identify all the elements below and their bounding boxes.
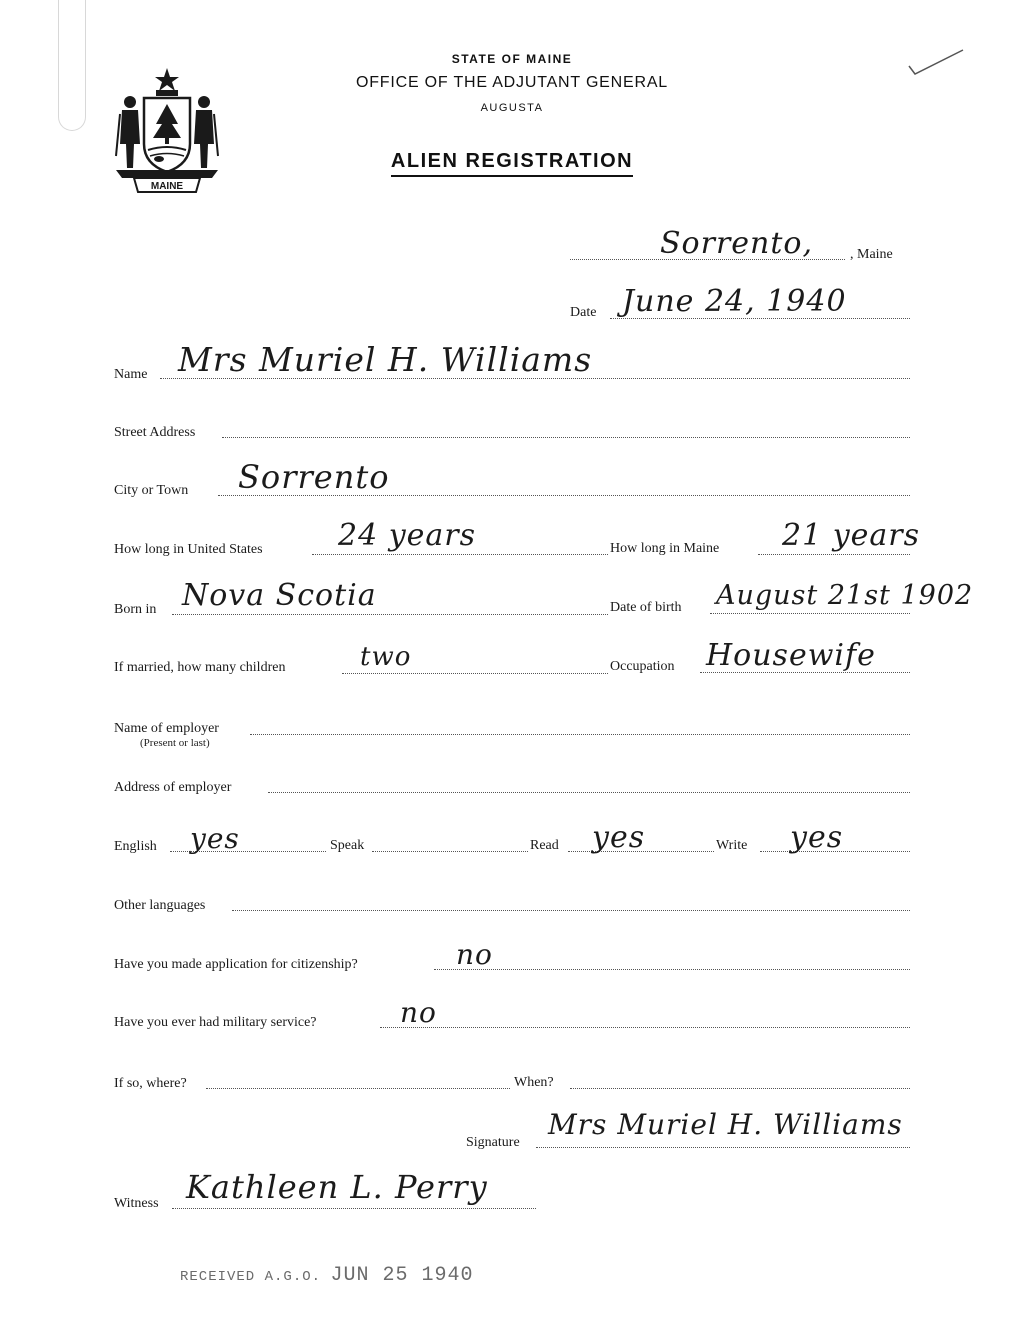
witness-label: Witness xyxy=(114,1196,159,1211)
employer-address-line xyxy=(268,792,910,793)
citizenship-label: Have you made application for citizenship? xyxy=(114,957,358,972)
children-field[interactable]: two xyxy=(360,642,412,672)
where-label: If so, where? xyxy=(114,1076,187,1091)
occupation-field[interactable]: Housewife xyxy=(706,638,876,673)
employer-line xyxy=(250,734,910,735)
form-title-text: ALIEN REGISTRATION xyxy=(391,150,633,177)
name-field[interactable]: Mrs Muriel H. Williams xyxy=(178,340,593,379)
dob-label: Date of birth xyxy=(610,600,682,615)
read-label: Read xyxy=(530,838,559,853)
received-stamp xyxy=(180,1264,473,1287)
english-field[interactable]: yes xyxy=(190,822,240,855)
signature-label: Signature xyxy=(466,1135,520,1150)
write-field[interactable]: yes xyxy=(790,820,844,855)
form-title xyxy=(0,150,1024,173)
header-city: AUGUSTA xyxy=(480,102,544,114)
city-field[interactable]: Sorrento xyxy=(238,458,390,496)
us-duration-line xyxy=(312,554,608,555)
where-line[interactable] xyxy=(206,1088,510,1089)
signature-field[interactable]: Mrs Muriel H. Williams xyxy=(548,1108,903,1141)
english-label: English xyxy=(114,839,157,854)
dob-line xyxy=(710,613,910,614)
name-label: Name xyxy=(114,367,148,382)
us-duration-field[interactable]: 24 years xyxy=(338,518,477,553)
received-stamp-date: JUN 25 1940 xyxy=(330,1264,474,1287)
date-field[interactable]: June 24, 1940 xyxy=(622,284,847,319)
us-duration-label: How long in United States xyxy=(114,542,263,557)
witness-field[interactable]: Kathleen L. Perry xyxy=(186,1168,488,1206)
header-state: STATE OF MAINE xyxy=(451,52,573,66)
employer-sublabel: (Present or last) xyxy=(140,737,210,749)
maine-duration-field[interactable]: 21 years xyxy=(782,518,921,553)
read-field[interactable]: yes xyxy=(592,820,646,855)
employer-label: Name of employer xyxy=(114,721,219,736)
place-suffix-label: , Maine xyxy=(850,247,893,262)
military-line xyxy=(380,1027,910,1028)
write-label: Write xyxy=(716,838,748,853)
date-label: Date xyxy=(570,305,597,320)
born-in-field[interactable]: Nova Scotia xyxy=(182,578,377,613)
maine-duration-label: How long in Maine xyxy=(610,541,720,556)
employer-address-label: Address of employer xyxy=(114,780,232,795)
maine-duration-line xyxy=(758,554,910,555)
signature-line xyxy=(536,1147,910,1148)
street-line xyxy=(222,437,910,438)
speak-line xyxy=(372,851,528,852)
received-stamp-label: RECEIVED A.G.O. xyxy=(180,1269,322,1285)
born-in-label: Born in xyxy=(114,602,157,617)
street-label: Street Address xyxy=(114,425,196,440)
citizenship-field[interactable]: no xyxy=(456,938,493,971)
header-office: OFFICE OF THE ADJUTANT GENERAL xyxy=(355,74,669,91)
place-field[interactable]: Sorrento, xyxy=(660,226,814,261)
city-label: City or Town xyxy=(114,483,189,498)
seal-banner-text: MAINE xyxy=(150,181,184,192)
when-line[interactable] xyxy=(570,1088,910,1089)
occupation-label: Occupation xyxy=(610,659,675,674)
children-label: If married, how many children xyxy=(114,660,286,675)
witness-line xyxy=(172,1208,536,1209)
military-label: Have you ever had military service? xyxy=(114,1015,317,1030)
other-languages-line xyxy=(232,910,910,911)
speak-label: Speak xyxy=(330,838,365,853)
when-label: When? xyxy=(514,1075,554,1090)
born-in-line xyxy=(172,614,608,615)
dob-field[interactable]: August 21st 1902 xyxy=(716,580,974,611)
military-field[interactable]: no xyxy=(400,996,437,1029)
other-languages-label: Other languages xyxy=(114,898,206,913)
children-line xyxy=(342,673,608,674)
citizenship-line xyxy=(434,969,910,970)
